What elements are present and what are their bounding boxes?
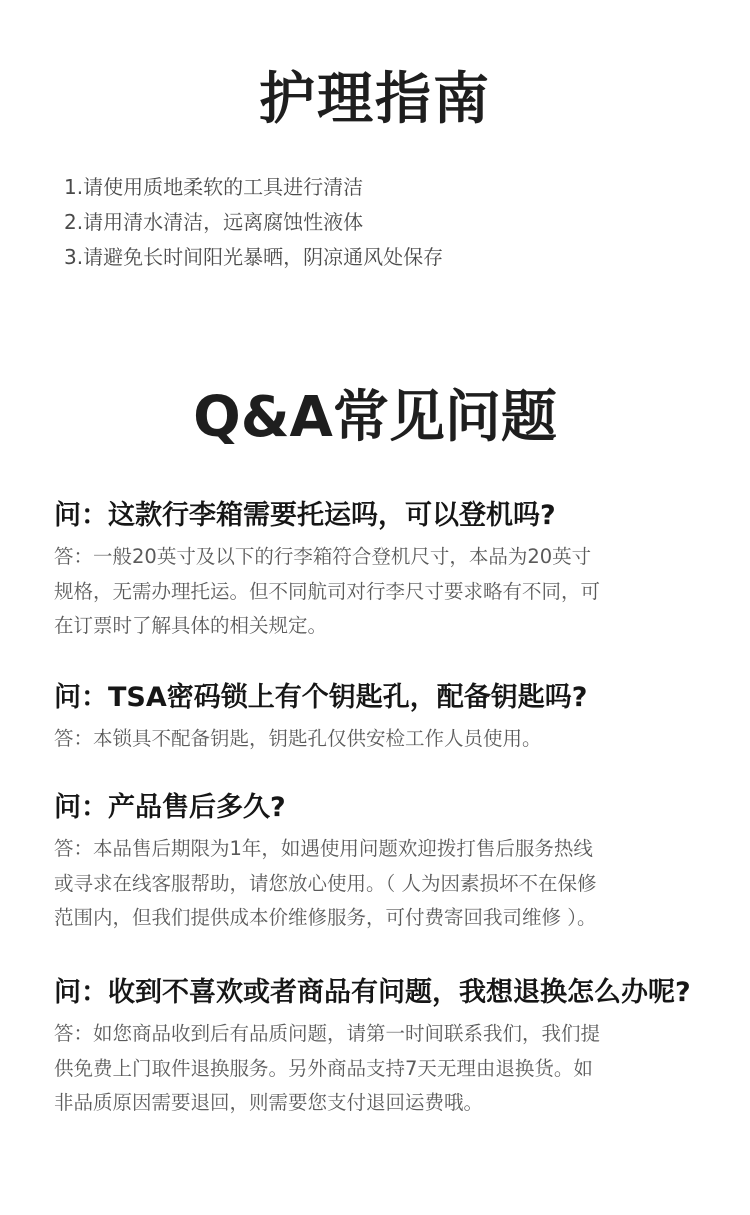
faq-answer: 答：本品售后期限为1年，如遇使用问题欢迎拨打售后服务热线 或寻求在线客服帮助，请您放心使用。（ 人为因素损坏不在保修 范围内，但我们提供成本价维修服务，可付费寄回我司维修 ）。 xyxy=(54,837,597,929)
faq-item xyxy=(54,498,714,644)
faq-answer: 答：如您商品收到后有品质问题，请第一时间联系我们，我们提 供免费上门取件退换服务。另外商品支持7天无理由退换货。如 非品质原因需要退回，则需要您支付退回运费哦。 xyxy=(54,1022,601,1114)
faq-answer: 答：一般20英寸及以下的行李箱符合登机尺寸，本品为20英寸 规格，无需办理托运。但不同航司对行李尺寸要求略有不同，可 在订票时了解具体的相关规定。 xyxy=(54,545,601,637)
care-instruction-item: 2.请用清水清洁，远离腐蚀性液体 xyxy=(64,210,364,234)
care-guide-title: 护理指南 xyxy=(259,67,491,132)
faq-answer: 答：本锁具不配备钥匙，钥匙孔仅供安检工作人员使用。 xyxy=(54,727,542,750)
faq-question: 问：这款行李箱需要托运吗，可以登机吗? xyxy=(54,500,556,531)
care-instruction-item: 1.请使用质地柔软的工具进行清洁 xyxy=(64,175,364,199)
care-instruction-item: 3.请避免长时间阳光暴晒，阴凉通风处保存 xyxy=(64,245,444,269)
faq-item xyxy=(54,975,714,1121)
faq-question: 问：收到不喜欢或者商品有问题，我想退换怎么办呢? xyxy=(54,977,691,1008)
faq-title: Q&A常见问题 xyxy=(193,385,557,450)
faq-question: 问：TSA密码锁上有个钥匙孔，配备钥匙吗? xyxy=(54,682,588,713)
faq-item xyxy=(54,790,714,936)
faq-question: 问：产品售后多久? xyxy=(54,792,286,823)
faq-item xyxy=(54,680,714,757)
care-instructions-list xyxy=(64,170,443,275)
